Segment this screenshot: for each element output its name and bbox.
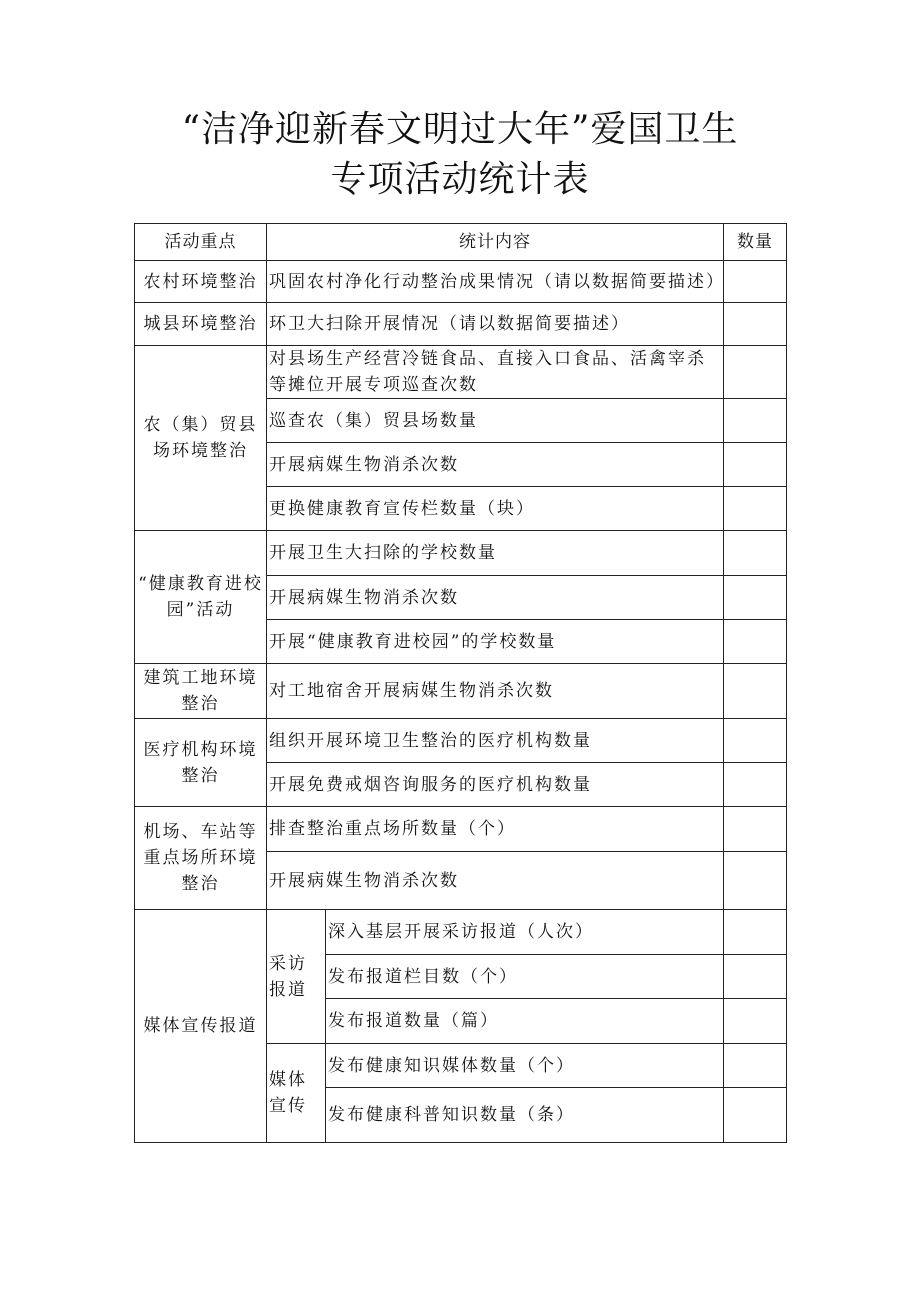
- quantity-cell[interactable]: [724, 531, 787, 576]
- content-cell: 开展卫生大扫除的学校数量: [267, 531, 724, 576]
- quantity-cell[interactable]: [724, 399, 787, 443]
- content-cell: 发布报道栏目数（个）: [326, 955, 724, 999]
- content-cell: 开展“健康教育进校园”的学校数量: [267, 620, 724, 664]
- quantity-cell[interactable]: [724, 443, 787, 487]
- quantity-cell[interactable]: [724, 999, 787, 1044]
- category-cell: 城县环境整治: [135, 303, 267, 346]
- category-cell: 媒体宣传报道: [135, 910, 267, 1143]
- content-cell: 发布报道数量（篇）: [326, 999, 724, 1044]
- content-cell: 巡查农（集）贸县场数量: [267, 399, 724, 443]
- quantity-cell[interactable]: [724, 576, 787, 620]
- quantity-cell[interactable]: [724, 955, 787, 999]
- content-cell: 深入基层开展采访报道（人次）: [326, 910, 724, 955]
- table-row: [135, 719, 787, 763]
- quantity-cell[interactable]: [724, 910, 787, 955]
- content-cell: 对县场生产经营冷链食品、直接入口食品、活禽宰杀等摊位开展专项巡查次数: [267, 346, 724, 399]
- subcategory-cell: 媒体宣传: [267, 1044, 326, 1143]
- quantity-cell[interactable]: [724, 1088, 787, 1143]
- quantity-cell[interactable]: [724, 487, 787, 531]
- category-cell: 医疗机构环境整治: [135, 719, 267, 807]
- category-cell: 机场、车站等重点场所环境整治: [135, 807, 267, 910]
- table-row: [135, 531, 787, 576]
- quantity-cell[interactable]: [724, 261, 787, 303]
- content-cell: 对工地宿舍开展病媒生物消杀次数: [267, 664, 724, 719]
- quantity-cell[interactable]: [724, 664, 787, 719]
- table-row: [135, 807, 787, 852]
- table-row: [135, 910, 787, 955]
- content-cell: 环卫大扫除开展情况（请以数据简要描述）: [267, 303, 724, 346]
- quantity-cell[interactable]: [724, 303, 787, 346]
- content-cell: 发布健康科普知识数量（条）: [326, 1088, 724, 1143]
- table-row: [135, 303, 787, 346]
- category-cell: “健康教育进校园”活动: [135, 531, 267, 664]
- quantity-cell[interactable]: [724, 620, 787, 664]
- statistics-table: [134, 223, 787, 1143]
- category-cell: 农（集）贸县场环境整治: [135, 346, 267, 531]
- category-cell: 农村环境整治: [135, 261, 267, 303]
- quantity-cell[interactable]: [724, 852, 787, 910]
- content-cell: 更换健康教育宣传栏数量（块）: [267, 487, 724, 531]
- quantity-cell[interactable]: [724, 719, 787, 763]
- quantity-cell[interactable]: [724, 346, 787, 399]
- header-quantity: 数量: [724, 224, 787, 261]
- content-cell: 排查整治重点场所数量（个）: [267, 807, 724, 852]
- quantity-cell[interactable]: [724, 1044, 787, 1088]
- table-row: [135, 664, 787, 719]
- title-line-2: 专项活动统计表: [330, 159, 590, 200]
- content-cell: 组织开展环境卫生整治的医疗机构数量: [267, 719, 724, 763]
- header-statistics-content: 统计内容: [267, 224, 724, 261]
- content-cell: 巩固农村净化行动整治成果情况（请以数据简要描述）: [267, 261, 724, 303]
- table-row: [135, 346, 787, 399]
- table-row: [135, 261, 787, 303]
- category-cell: 建筑工地环境整治: [135, 664, 267, 719]
- quantity-cell[interactable]: [724, 763, 787, 807]
- title-line-1: “洁净迎新春文明过大年”爱国卫生: [181, 109, 739, 150]
- content-cell: 开展免费戒烟咨询服务的医疗机构数量: [267, 763, 724, 807]
- content-cell: 发布健康知识媒体数量（个）: [326, 1044, 724, 1088]
- content-cell: 开展病媒生物消杀次数: [267, 852, 724, 910]
- quantity-cell[interactable]: [724, 807, 787, 852]
- content-cell: 开展病媒生物消杀次数: [267, 576, 724, 620]
- subcategory-cell: 采访报道: [267, 910, 326, 1044]
- header-row: [135, 224, 787, 261]
- header-activity-focus: 活动重点: [135, 224, 267, 261]
- content-cell: 开展病媒生物消杀次数: [267, 443, 724, 487]
